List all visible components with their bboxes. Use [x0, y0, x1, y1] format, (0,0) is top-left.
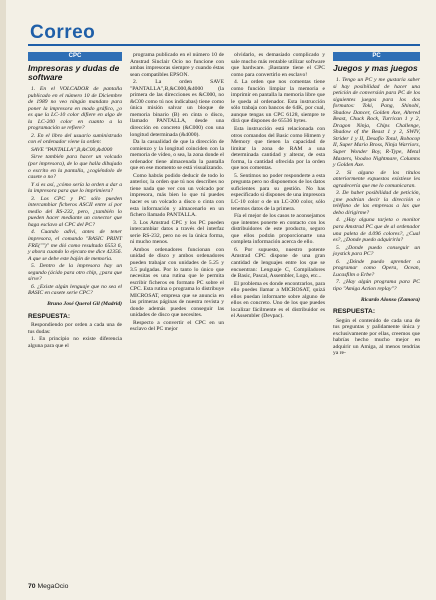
- letter-answer-cpc-part1: [28, 322, 122, 349]
- section-band-cpc: CPC: [28, 52, 122, 61]
- answer-paragraph: 1. En principio no existe diferencia alguna para que el: [28, 336, 122, 349]
- question-paragraph: 3. De haber posibilidad de petición, ¿me podrían decir la dirección o teléfono de las empresas a las que debo dirigirme?: [333, 190, 420, 216]
- question-paragraph: 6. ¿Dónde puedo aprender a programar como Opera, Ocean, Lucasfilm o Erbe?: [333, 258, 420, 278]
- page-spine: [0, 0, 6, 600]
- answer-paragraph: Como habrás podido deducir de todo lo anterior, la orden que tú nos describes no tiene nada que ver con un volcado por impresora, más bien lo que tú puedes hacer es un volcado a disco o cinta con esta información y almacenarlo en un fichero llamado PANTALLA.: [130, 172, 224, 219]
- question-paragraph: Y si es así, ¿cómo sería la orden a dar a la impresora para que lo imprimiera?: [28, 181, 122, 195]
- question-paragraph: 3. Los CPC y PC sólo pueden intercambiar ficheros ASCII entre sí por medio del RS-232, pero, ¿también lo pueden hacer mediante un conector que haga esclavo al CPC del PC?: [28, 195, 122, 228]
- answer-paragraph: Ambos ordenadores funcionan con unidad de disco y ambos ordenadores pueden trabajar con unidades de 5.25 y 3.5 pulgadas. Por lo tanto lo único que necesitas es una rutina que le permita escribir ficheros en formato PC sobre el CPC. Esta rutina o programa lo distribuye MICROSAT, empresa que se anuncia en las primeras páginas de nuestra revista y donde además puedes conseguir las unidades de disco que necesites.: [130, 246, 224, 319]
- letter-signature-cpc: Bruno José Querol Gil (Madrid): [47, 300, 122, 307]
- response-heading-pc: RESPUESTA:: [333, 308, 376, 316]
- question-paragraph: 6. ¿Existe algún lenguaje que no sea el BASIC en casete serie CPC?: [28, 283, 122, 297]
- answer-paragraph: Fía el mejor de los casos te aconsejamos que intentes ponerte en contacto con los distribuidores de este producto, seguro que ellos podrán proporcionarte una completa información acerca de ello.: [231, 213, 325, 246]
- title-rule: [28, 44, 420, 46]
- answer-paragraph: Respecto a convertir el CPC en un esclavo del PC mejor: [130, 319, 224, 333]
- letter-signature-pc: Ricardo Alonso (Zamora): [360, 296, 420, 303]
- column-3: [231, 52, 325, 321]
- page-number: 70: [28, 583, 36, 590]
- question-paragraph: 2. En el libro del usuario suministrado con el ordenador viene la orden:: [28, 132, 122, 146]
- question-paragraph: 5. Dentro de la impresora hay un segundo (ácido para otro chip, ¿para que sirve?: [28, 263, 122, 283]
- letter-heading-pc: Juegos y mas juegos: [333, 63, 418, 73]
- answer-paragraph: Esta instrucción está relacionada con otros comandos del Basic como Himem y Memory que tienen la capacidad de limitar la zona de RAM a una determinada cantidad y alterar, de esta forma, la cantidad ofrecida por la orden que nos comentas.: [231, 126, 325, 172]
- question-paragraph: 4. ¿Hay alguna tarjeta o monitor para Amstrad PC que de al ordenador una paleta de 4.096 colores?, ¿Cual es?, ¿Donde puedo adquirirla?: [333, 217, 420, 244]
- section-band-pc: PC: [333, 52, 420, 61]
- question-paragraph: 2. Si alguno de los títulos anteriormente expuestos existiese les agradecería que me lo comunicaran.: [333, 169, 420, 189]
- column-4: [333, 52, 420, 358]
- magazine-name: MegaOcio: [37, 583, 69, 590]
- question-paragraph: Sirve también para hacer un volcado (por impresora), de lo que halla dibujado o escrito en la pantalla, ¿cogiéndolo de casete o no?: [28, 154, 122, 181]
- answer-paragraph: Respondiendo por orden a cada una de tus dudas:: [28, 322, 122, 335]
- letter-question-pc: [333, 77, 420, 293]
- letter-heading-cpc: Impresoras y dudas de software: [28, 63, 120, 82]
- question-paragraph: 5. ¿Donde puedo conseguir un joystick para PC?: [333, 244, 420, 258]
- column-2: [130, 52, 224, 334]
- answer-paragraph: 3. Los Amstrad CPC y los PC pueden intercambiar datos a través del interfaz serie RS-232, pero no es la única forma, ni mucho menos.: [130, 219, 224, 246]
- answer-paragraph: programa publicado en el número 10 de Amstrad Sinclair Ocio no funcione con ambas impresoras siempre y cuando éstas sean compatibles EPSON.: [130, 52, 224, 78]
- answer-paragraph: Según el contenido de cada una de tus preguntas y palidamente única y exclusivamente por ellas, creemos que habrías hecho mucho mejor en adquirir un Amiga, al menos tendrías ya re-: [333, 317, 420, 357]
- answer-paragraph: 6. Por supuesto, nuestro potente Amstrad CPC dispone de una gran cantidad de lenguajes entre los que se encuentran: Lenguaje C, Compiladores de Basic, Pascal, Assembler, Logo, etc...: [231, 246, 325, 280]
- answer-paragraph: El problema es donde encontrarlos, para ello puedes llamar a MICROSAT, quizá ellos puedan informarte sobre alguno de ellos en concreto. Uno de los que puedes localizar fácilmente es el distribuidor es el Assembler (Devpac).: [231, 280, 325, 320]
- page-footer: [28, 583, 68, 590]
- answer-paragraph: Da la casualidad de que la dirección de comienzo y la longitud coinciden con la memoria de vídeo, o sea, la zona donde el ordenador tiene almacenada la pantalla que en ese momento se está visualizando.: [130, 139, 224, 172]
- question-paragraph: 1. En el VOLCADOR de pantalla publicado en el número 10 de Diciembre de 1989 no veo ningún mandato para poner la impresora en modo gráfico, ¿o es que la LC-10 color difiere en algo de la LC-200 color en cuanto a la programación se refiere?: [28, 86, 122, 132]
- answer-paragraph: 4. La orden que nos comentas tiene como función limpiar la memoria e imprimir en pantalla la memoria libre que le queda al ordenador. Esta instrucción sólo trabaja con bancos de 64K, por cual, aunque tengas un CPC 6128, siempre te dirá que dispones de 65536 bytes.: [231, 79, 325, 125]
- response-heading-cpc: RESPUESTA:: [28, 312, 71, 320]
- answer-paragraph: 5. Sentimos no poder responderte a esta pregunta pero no disponemos de los datos suficientes para su gestión. No has especificado si dispones de una impresora LC-10 color o de un LC-200 color, sólo tenemos datos de la primera.: [231, 172, 325, 212]
- answer-paragraph: 2. La orden SAVE "PANTALLA",B,&C000,&4000 (la primera de las direcciones es &C000, no &C00 como tú nos indicabas) tiene como única misión salvar un bloque de memoria binario (B) en cinta o disco, llamado PANTALLA, desde una dirección en concreto (&C000) con una longitud determinada (&4000).: [130, 79, 224, 138]
- letter-question-cpc: [28, 86, 122, 297]
- column-1: [28, 52, 122, 350]
- page-title: Correo: [30, 22, 96, 43]
- answer-paragraph: olvidarlo, es demasiado complicado y sale mucho más rentable utilizar software que hardware. ¡Bastante tiene el CPC como para convertirlo en esclavo!: [231, 52, 325, 78]
- question-paragraph: 7. ¿Hay algún programa para PC tipo "Amiga Action replay"?: [333, 279, 420, 292]
- letter-answer-pc: [333, 318, 420, 357]
- question-paragraph: SAVE "PANTALLA",B,&C00,&4000: [31, 146, 113, 153]
- question-paragraph: 1. Tengo un PC y me gustaría saber si hay posibilidad de hacer una petición de conversión para PC de los siguientes juegos para los dos formatos: Toki, Pang, Shinobi, Shadow Dancer, Golden Axe, Altered Beast, Chuck Rock, Turrican 1 y 2, Dragon Ninja, Chips Challenge, Shadow of the Beast 1 y 2, SWIV, Strider 1 y II, Desafío Total, Robocop II, Super Mario Bross, Ninja Warriors, Super Wonder Boy, R-Type, Metal Masters, Voodoo Nightmare, Columns y Golden Axe.: [333, 77, 420, 169]
- question-paragraph: 4. Cuando adivi, antes de tener impresora, el comando "BASIC PRINT FRE("")" me dió como resultado 6553 6, y ahora cuando lo ejecuto me dice 42356. A que se debe este bajón de memoria.: [28, 229, 122, 262]
